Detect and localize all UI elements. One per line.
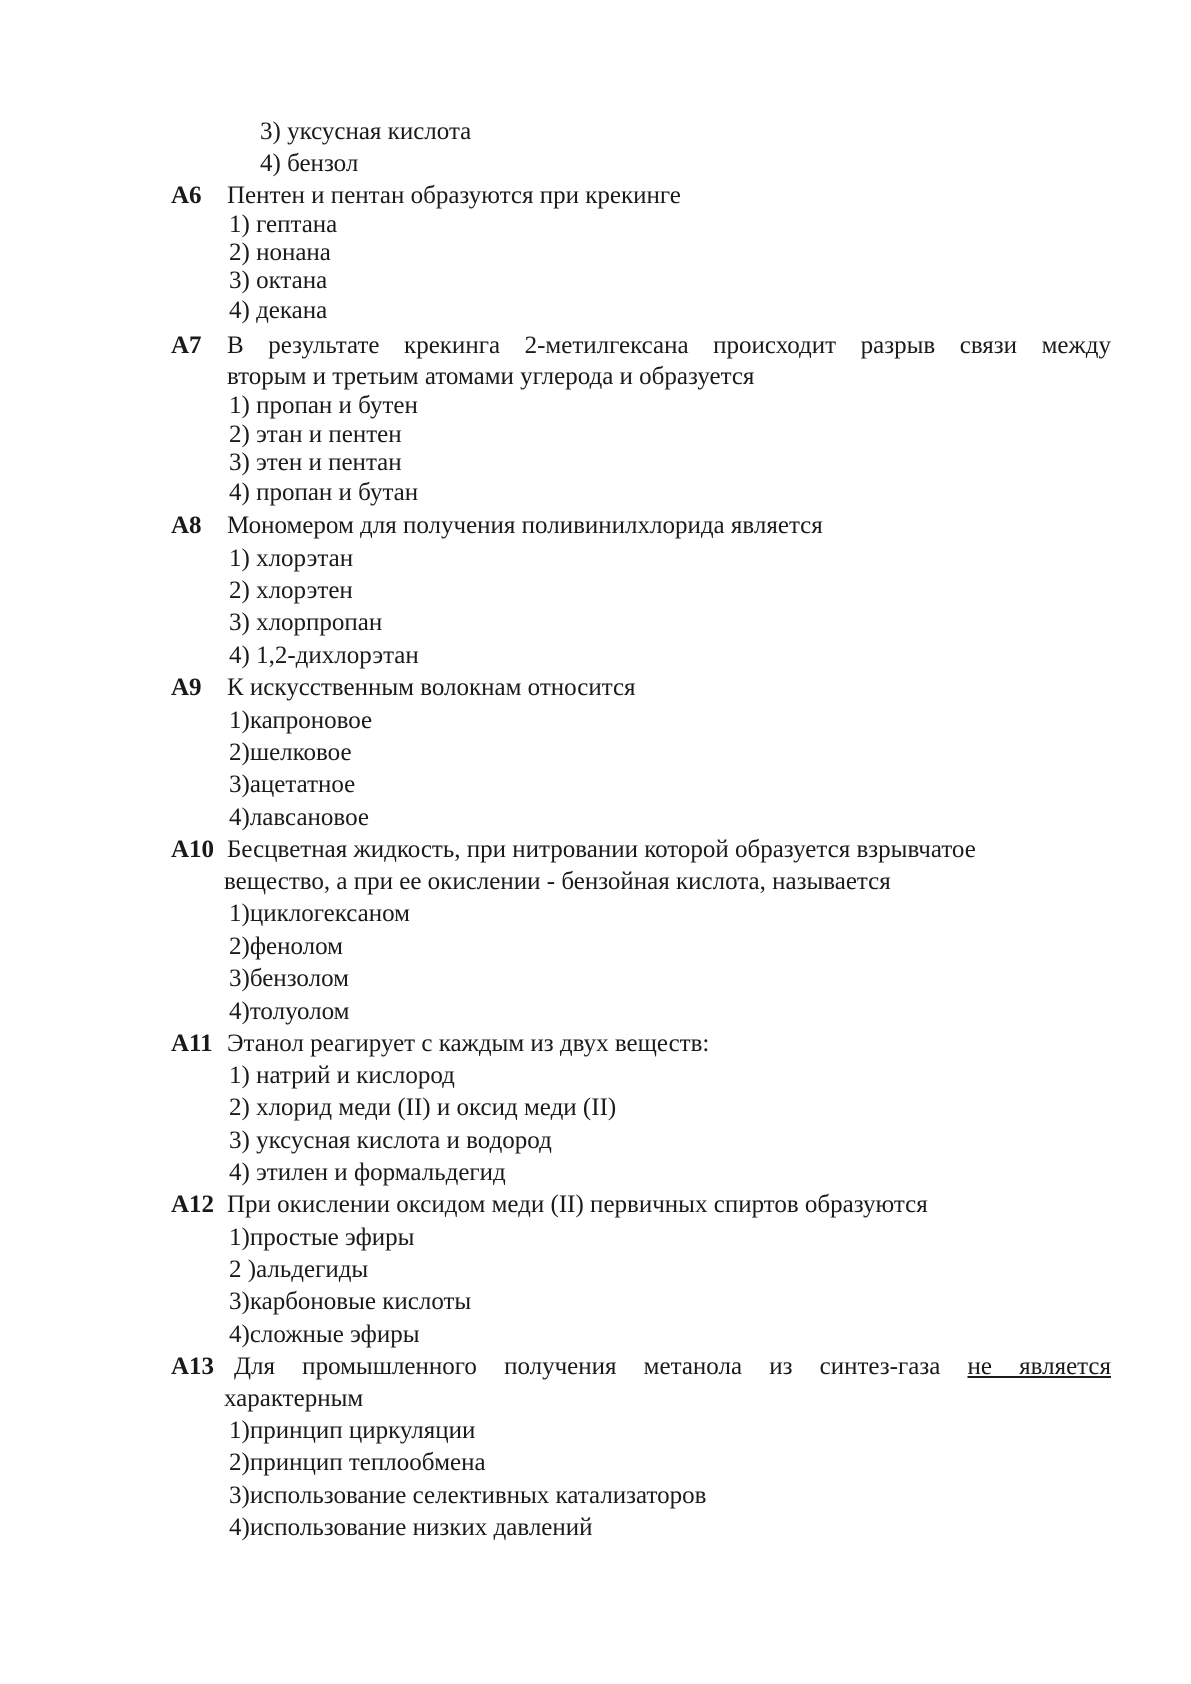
answer-option: 4)сложные эфиры bbox=[229, 1321, 420, 1348]
answer-option: 2)шелковое bbox=[229, 739, 352, 766]
answer-option: 1)капроновое bbox=[229, 707, 373, 734]
question-stem-a9: К искусственным волокнам относится bbox=[227, 674, 636, 701]
answer-option: 1) натрий и кислород bbox=[229, 1062, 455, 1089]
answer-option: 1)принцип циркуляции bbox=[229, 1417, 476, 1444]
answer-option: 4) пропан и бутан bbox=[229, 479, 419, 506]
answer-option: 1) гептана bbox=[229, 211, 338, 238]
question-stem-a12: При окислении оксидом меди (II) первичных спиртов образуются bbox=[227, 1191, 928, 1218]
answer-option: 2) хлорэтен bbox=[229, 577, 353, 604]
question-stem-a13-text: Для промышленного получения метанола из синтез-газа bbox=[234, 1353, 941, 1380]
answer-option: 2) хлорид меди (II) и оксид меди (II) bbox=[229, 1094, 617, 1121]
answer-option: 3) хлорпропан bbox=[229, 609, 383, 636]
answer-option: 3)ацетатное bbox=[229, 771, 356, 798]
answer-option: 3) уксусная кислота и водород bbox=[229, 1127, 552, 1154]
carryover-option-3: 3) уксусная кислота bbox=[260, 118, 472, 145]
answer-option: 2)фенолом bbox=[229, 933, 343, 960]
question-stem-a13-line2: характерным bbox=[224, 1385, 364, 1412]
carryover-option-4: 4) бензол bbox=[260, 150, 359, 177]
answer-option: 2 )альдегиды bbox=[229, 1256, 369, 1283]
question-stem-a7-line2: вторым и третьим атомами углерода и образуется bbox=[227, 363, 755, 390]
question-stem-a13-emphasis: не является bbox=[967, 1353, 1111, 1380]
answer-option: 3)использование селективных катализаторов bbox=[229, 1482, 707, 1509]
question-number-a8: А8 bbox=[171, 512, 202, 539]
question-stem-a6: Пентен и пентан образуются при крекинге bbox=[227, 182, 681, 209]
answer-option: 3)карбоновые кислоты bbox=[229, 1288, 472, 1315]
answer-option: 2)принцип теплообмена bbox=[229, 1449, 486, 1476]
answer-option: 1)циклогексаном bbox=[229, 900, 410, 927]
answer-option: 4)лавсановое bbox=[229, 804, 369, 831]
answer-option: 4) этилен и формальдегид bbox=[229, 1159, 506, 1186]
question-stem-a8: Мономером для получения поливинилхлорида является bbox=[227, 512, 823, 539]
answer-option: 3)бензолом bbox=[229, 965, 349, 992]
question-stem-a10-line2: вещество, а при ее окислении - бензойная кислота, называется bbox=[224, 868, 891, 895]
question-number-a7: А7 bbox=[171, 332, 202, 359]
answer-option: 3) этен и пентан bbox=[229, 449, 402, 476]
question-number-a9: А9 bbox=[171, 674, 202, 701]
question-number-a12: А12 bbox=[171, 1191, 215, 1218]
answer-option: 1)простые эфиры bbox=[229, 1224, 415, 1251]
answer-option: 4)толуолом bbox=[229, 998, 350, 1025]
question-number-a11: А11 bbox=[171, 1030, 213, 1057]
answer-option: 4) декана bbox=[229, 297, 328, 324]
question-stem-a10-line1: Бесцветная жидкость, при нитровании которой образуется взрывчатое bbox=[227, 836, 976, 863]
question-number-a13: А13 bbox=[171, 1353, 215, 1380]
answer-option: 1) хлорэтан bbox=[229, 545, 354, 572]
question-stem-a7-line1: В результате крекинга 2-метилгексана происходит разрыв связи между bbox=[227, 332, 1111, 359]
answer-option: 3) октана bbox=[229, 267, 328, 294]
answer-option: 2) этан и пентен bbox=[229, 421, 402, 448]
question-number-a10: А10 bbox=[171, 836, 215, 863]
question-number-a6: А6 bbox=[171, 182, 202, 209]
answer-option: 1) пропан и бутен bbox=[229, 392, 418, 419]
answer-option: 4)использование низких давлений bbox=[229, 1514, 593, 1541]
answer-option: 4) 1,2-дихлорэтан bbox=[229, 642, 419, 669]
question-stem-a13-line1 bbox=[234, 1354, 1111, 1379]
question-stem-a11: Этанол реагирует с каждым из двух веществ: bbox=[227, 1030, 710, 1057]
answer-option: 2) нонана bbox=[229, 239, 331, 266]
